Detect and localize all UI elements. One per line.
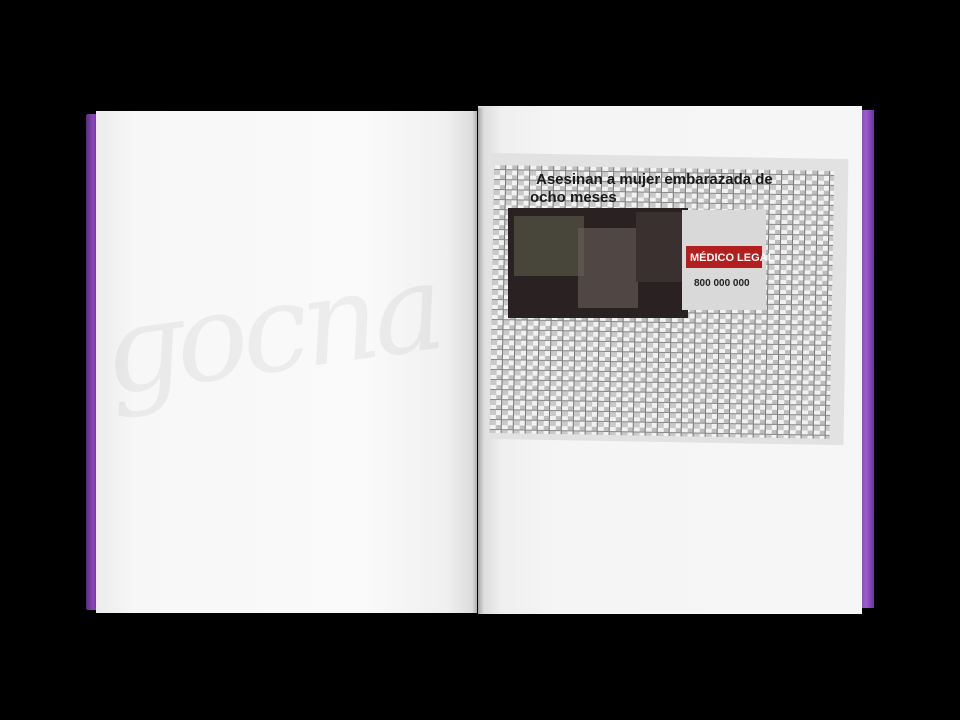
left-page — [96, 111, 477, 613]
newspaper-headline-line2: ocho meses — [530, 189, 617, 206]
sign-phone: 800 000 000 — [694, 278, 750, 289]
sign-text: MÉDICO LEGAL — [690, 252, 775, 264]
newspaper-headline-line1: Asesinan a mujer embarazada de — [536, 171, 773, 188]
photo-figure-1 — [514, 216, 584, 276]
book-gutter-shadow — [472, 108, 484, 614]
decorative-watermark: ɡocna — [96, 238, 448, 423]
photo-figure-2 — [578, 228, 638, 308]
woven-photo-artwork — [486, 108, 854, 610]
photo-figure-3 — [636, 212, 686, 282]
